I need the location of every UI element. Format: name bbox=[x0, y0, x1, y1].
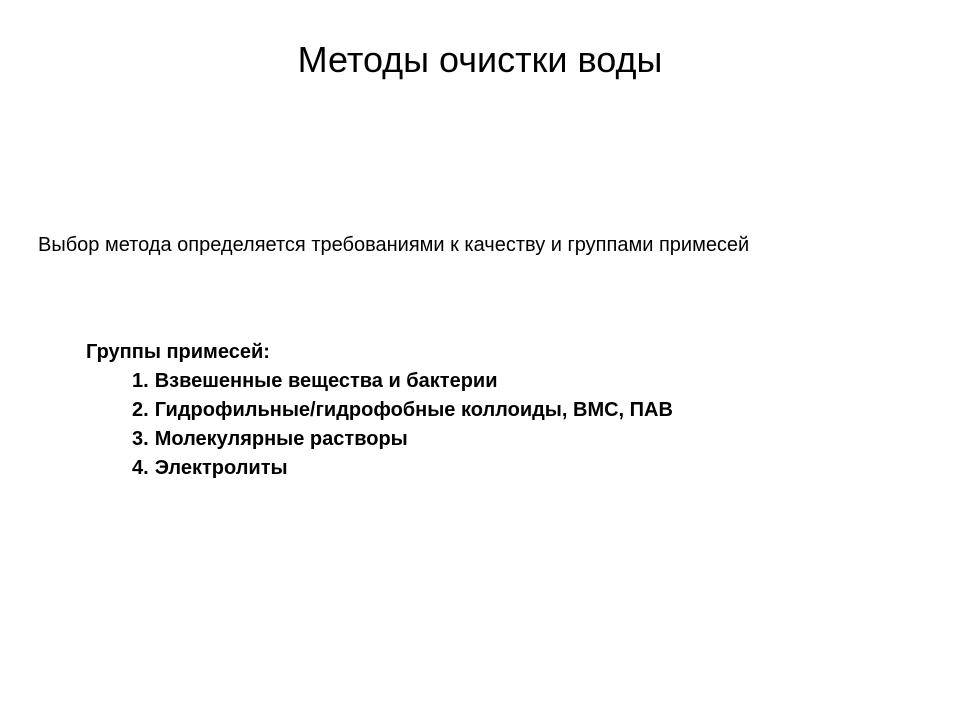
list-item-label: Взвешенные вещества и бактерии bbox=[154, 370, 498, 392]
list-item bbox=[132, 367, 673, 396]
list-item-number: 3. bbox=[132, 428, 149, 450]
list-item-label: Гидрофильные/гидрофобные коллоиды, ВМС, ПАВ bbox=[154, 399, 673, 421]
list-item bbox=[132, 425, 673, 454]
list-item-label: Электролиты bbox=[154, 457, 288, 479]
list-item-label: Молекулярные растворы bbox=[154, 428, 408, 450]
impurity-groups bbox=[86, 338, 673, 483]
list-item bbox=[132, 396, 673, 425]
list-item-number: 4. bbox=[132, 457, 149, 479]
groups-list bbox=[86, 367, 673, 483]
intro-text: Выбор метода определяется требованиями к качеству и группами примесей bbox=[38, 234, 750, 256]
list-item-number: 1. bbox=[132, 370, 149, 392]
list-item-number: 2. bbox=[132, 399, 149, 421]
groups-heading: Группы примесей: bbox=[86, 341, 270, 363]
list-item bbox=[132, 454, 673, 483]
slide-title: Методы очистки воды bbox=[297, 39, 663, 80]
